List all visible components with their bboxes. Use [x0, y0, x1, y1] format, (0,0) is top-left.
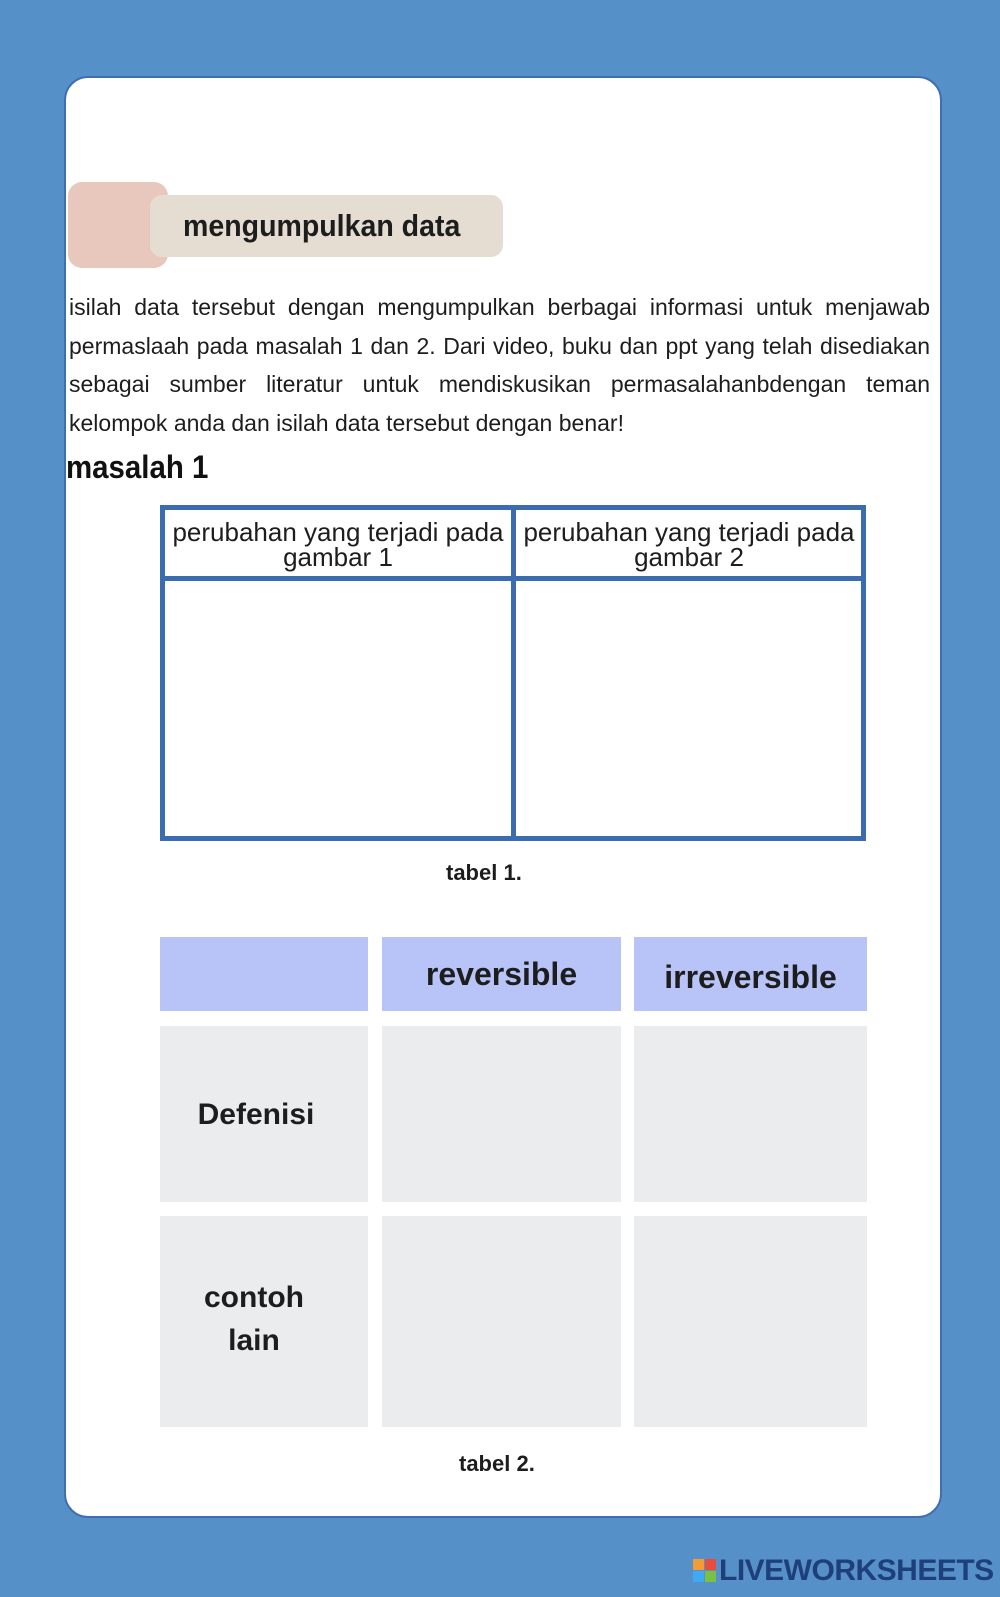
table1-answer-cell-gambar2[interactable] — [516, 582, 861, 836]
table2-cell-examples-reversible[interactable] — [382, 1216, 621, 1427]
header-line: gambar 1 — [283, 542, 393, 572]
row-label-line: contoh — [204, 1280, 304, 1314]
table1-header-gambar1 — [171, 516, 505, 574]
footer-brand: LIVEWORKSHEETS — [719, 1554, 994, 1587]
paragraph-line: kelompok anda dan isilah data tersebut dengan benar! — [69, 409, 624, 436]
table2-cell-definition-reversible[interactable] — [382, 1026, 621, 1202]
header-text: irreversible — [664, 958, 837, 995]
table2-caption: tabel 2. — [459, 1451, 535, 1476]
table2-row-label-examples — [160, 1216, 368, 1427]
row-label — [204, 1276, 304, 1362]
table2-header-irreversible — [634, 937, 867, 1011]
table2-corner-header — [160, 937, 368, 1011]
instruction-paragraph — [69, 288, 930, 442]
table1-answer-cell-gambar1[interactable] — [165, 582, 511, 836]
header-line: perubahan yang terjadi pada — [523, 517, 855, 547]
row-label: Defenisi — [197, 1097, 315, 1131]
liveworksheets-logo-icon — [693, 1559, 717, 1583]
table1-caption: tabel 1. — [446, 860, 522, 885]
header-line: perubahan yang terjadi pada — [172, 517, 504, 547]
header-line: gambar 2 — [634, 542, 744, 572]
paragraph-line: permaslaah pada masalah 1 dan 2. Dari video, buku dan ppt yang telah disediakan — [69, 332, 930, 359]
footer-logo[interactable] — [693, 1553, 994, 1589]
table-1 — [160, 505, 866, 841]
row-label-line: lain — [228, 1323, 280, 1357]
table1-header-gambar2 — [522, 516, 856, 574]
table2-header-reversible — [382, 937, 621, 1011]
problem-heading: masalah 1 — [66, 449, 209, 485]
table2-cell-definition-irreversible[interactable] — [634, 1026, 867, 1202]
paragraph-line: isilah data tersebut dengan mengumpulkan berbagai informasi untuk menjawab — [69, 294, 930, 320]
table2-cell-examples-irreversible[interactable] — [634, 1216, 867, 1427]
table2-row-label-definition — [160, 1026, 368, 1202]
paragraph-line: sebagai sumber literatur untuk mendiskusikan permasalahanbdengan teman — [69, 371, 930, 397]
table-divider — [165, 576, 861, 581]
section-title: mengumpulkan data — [183, 208, 461, 243]
header-text: reversible — [425, 955, 578, 992]
